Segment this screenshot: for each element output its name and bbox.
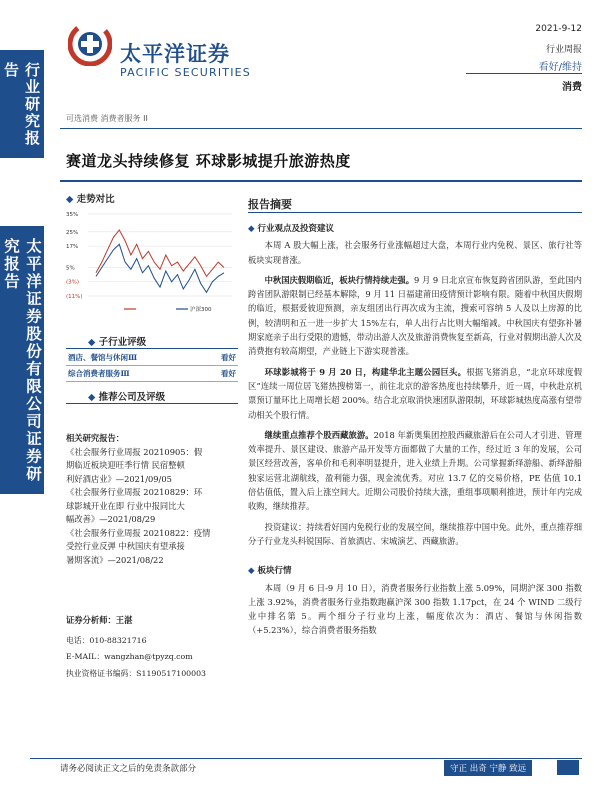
- y-tick-label: 17%: [66, 244, 79, 251]
- side-label-bottom: 太平洋证券股份有限公司证券研究报告: [2, 238, 43, 483]
- diamond-icon: ◆: [88, 337, 99, 348]
- diamond-icon: ◆: [248, 566, 258, 577]
- company-logo: [68, 22, 112, 70]
- paragraph: 继续重点推荐个股西藏旅游。2018 年新奥集团控股西藏旅游后在公司人才引进、管理效率提升、景区建设、旅游产品开发等方面都做了大量的工作，经过近 3 年的发展，公司景区经营改善，客单价和毛利率明显提升，进入业绩上升期。公司掌握新绎游船、新绎游船独家运营北湖航线，盈利能力强，现金流优秀。对应 13.7 亿的交易价格，PE 估值 10.1 倍估值低，置入后上涨空间大。近期公司股价持续大涨，重组事项顺利推进，预计年内完成收购，继续推荐。: [248, 429, 582, 512]
- related-line: 《社会服务行业周报 20210829：环: [66, 487, 203, 497]
- analyst-email: E-MAIL：wangzhan@tpyzq.com: [66, 652, 193, 661]
- company-name-en: PACIFIC SECURITIES: [120, 66, 251, 79]
- y-tick-label: 5%: [66, 265, 75, 272]
- paragraph: 环球影城将于 9 月 20 日，构建华北主题公园巨头。根据飞猪消息，“北京环球度假区”连续一周位居飞猪热搜榜第一，前往北京的游客热度也持续攀升，近一周，中秋赴京机票预订量环比上周增长超 200%。结合北京取消快速团队游限制，环球影城热度高涨有望带动相关个股行情。: [248, 366, 583, 420]
- recommend-heading: ◆ 推荐公司及评级: [88, 392, 166, 403]
- section-title: ◆ 板块行情: [248, 566, 292, 577]
- related-line: 球影城开业在即 行业中报同比大: [66, 500, 185, 511]
- related-line: 受控行业反弹 中秋国庆有望承接: [66, 541, 185, 551]
- rating-badge: 看好/维持: [538, 62, 582, 73]
- analyst-cert: 执业资格证书编码：S1190517100003: [66, 668, 207, 678]
- diamond-icon: ◆: [66, 194, 77, 205]
- report-type: 行业周报: [545, 45, 582, 55]
- paragraph: 本周 A 股大幅上涨，社会服务行业涨幅超过大盘，本周行业内免税、景区、旅行社等板块实现普涨。: [248, 240, 582, 265]
- y-tick-label: (11%): [66, 294, 83, 300]
- analyst-phone: 电话：010-88321716: [66, 635, 147, 645]
- analyst-heading: 证券分析师：王湛: [66, 615, 133, 625]
- y-tick-label: (3%): [66, 279, 80, 286]
- related-line: 期临近板块迎旺季行情 民宿整顿: [66, 460, 185, 470]
- sub-industry-name: 酒店、餐馆与休闲Ⅲ: [66, 350, 203, 366]
- recommend-rule: [66, 403, 238, 404]
- legend-label: 沪深300: [190, 307, 212, 313]
- breadcrumb: 可选消费 消费者服务 II: [66, 114, 148, 123]
- related-line: 《社会服务行业周报 20210822：疫情: [66, 527, 211, 538]
- table-row: [66, 350, 238, 366]
- diamond-icon: ◆: [88, 392, 99, 403]
- trend-heading: ◆ 走势对比: [66, 194, 115, 205]
- header-rule: [466, 73, 582, 74]
- sub-rating-table: [66, 350, 238, 382]
- title-rule-bottom: [60, 180, 582, 182]
- title-rule-top: [60, 128, 582, 129]
- side-bar-top: [0, 50, 44, 158]
- sub-industry-rating: 看好: [203, 350, 238, 366]
- trend-chart: [66, 208, 238, 318]
- related-line: 幅改善》—2021/08/29: [66, 514, 156, 524]
- related-line: 《社会服务行业周报 20210905：假: [66, 446, 203, 457]
- sector-label: 消费: [562, 82, 582, 93]
- related-line: 暑期客流》—2021/08/22: [66, 554, 164, 565]
- paragraph: 本周（9 月 6 日-9 月 10 日），消费者服务行业指数上涨 5.09%，同期沪深 300 指数上涨 3.92%，消费者服务行业指数跑赢沪深 300 指数 1.17pct，在 24 个 WIND 二级行业中排名第 5。两个细分子行业均上涨，幅度依次为：酒店、餐馆与休闲指数（+5.23%），综合消费者服务指数: [248, 582, 582, 636]
- related-line: 利好酒店业》—2021/09/05: [66, 473, 172, 484]
- sub-industry-name: 综合消费者服务Ⅲ: [66, 366, 203, 382]
- table-row: [66, 366, 238, 382]
- paragraph: 中秋国庆假期临近，板块行情持续走强。9 月 9 日北京宣布恢复跨省团队游，至此国内跨省团队游限制已经基本解除，9 月 11 日福建莆田疫情预计影响有限。随着中秋国庆假期的临近，根据爱彼迎预测，亲友组团出行再次成为主流，搜索可容纳 5 人及以上房源的比例，较清明和五一进一步扩大 15%左右，单人出行占比则大幅缩减。中秋国庆有望弥补暑期家庭亲子出行受限的遗憾，带动出游人次及旅游消费恢复至新高，行业对假期出游人次及消费抱有较高期望，产业链上下游实现普涨。: [248, 274, 582, 357]
- section-title: ◆ 行业观点及投资建议: [248, 224, 335, 234]
- report-date: 2021-9-12: [535, 24, 582, 34]
- paragraph: 投资建议：持续看好国内免税行业的发展空间，继续推荐中国中免。此外，重点推荐细分子行业龙头科锐国际、首旅酒店、宋城演艺、西藏旅游。: [248, 521, 582, 546]
- side-bar-bottom: [0, 226, 44, 494]
- analyst-block: [66, 614, 242, 680]
- footer-disclaimer: 请务必阅读正文之后的免责条款部分: [60, 764, 197, 774]
- y-tick-label: 35%: [66, 212, 79, 218]
- y-tick-label: 25%: [66, 229, 79, 236]
- summary-body: [248, 222, 582, 638]
- page-title: 赛道龙头持续修复 环球影城提升旅游热度: [66, 152, 351, 170]
- sub-rating-rule: [66, 348, 238, 349]
- sub-rating-heading: ◆ 子行业评级: [88, 337, 147, 348]
- series-line-0: [96, 230, 224, 276]
- logo-mark-icon: [68, 22, 112, 66]
- footer-rule: [30, 758, 582, 759]
- related-heading: 相关研究报告：: [66, 433, 125, 443]
- page-number: [557, 760, 579, 775]
- side-label-top: 行业研究报告: [2, 62, 41, 147]
- sub-industry-rating: 看好: [203, 366, 238, 382]
- company-name-cn: 太平洋证券: [120, 41, 230, 66]
- footer-motto: 守正 出奇 宁静 致远: [444, 760, 532, 776]
- related-reports: [66, 432, 242, 567]
- summary-heading: 报告摘要: [248, 198, 292, 211]
- diamond-icon: ◆: [248, 224, 258, 234]
- summary-rule: [248, 212, 582, 213]
